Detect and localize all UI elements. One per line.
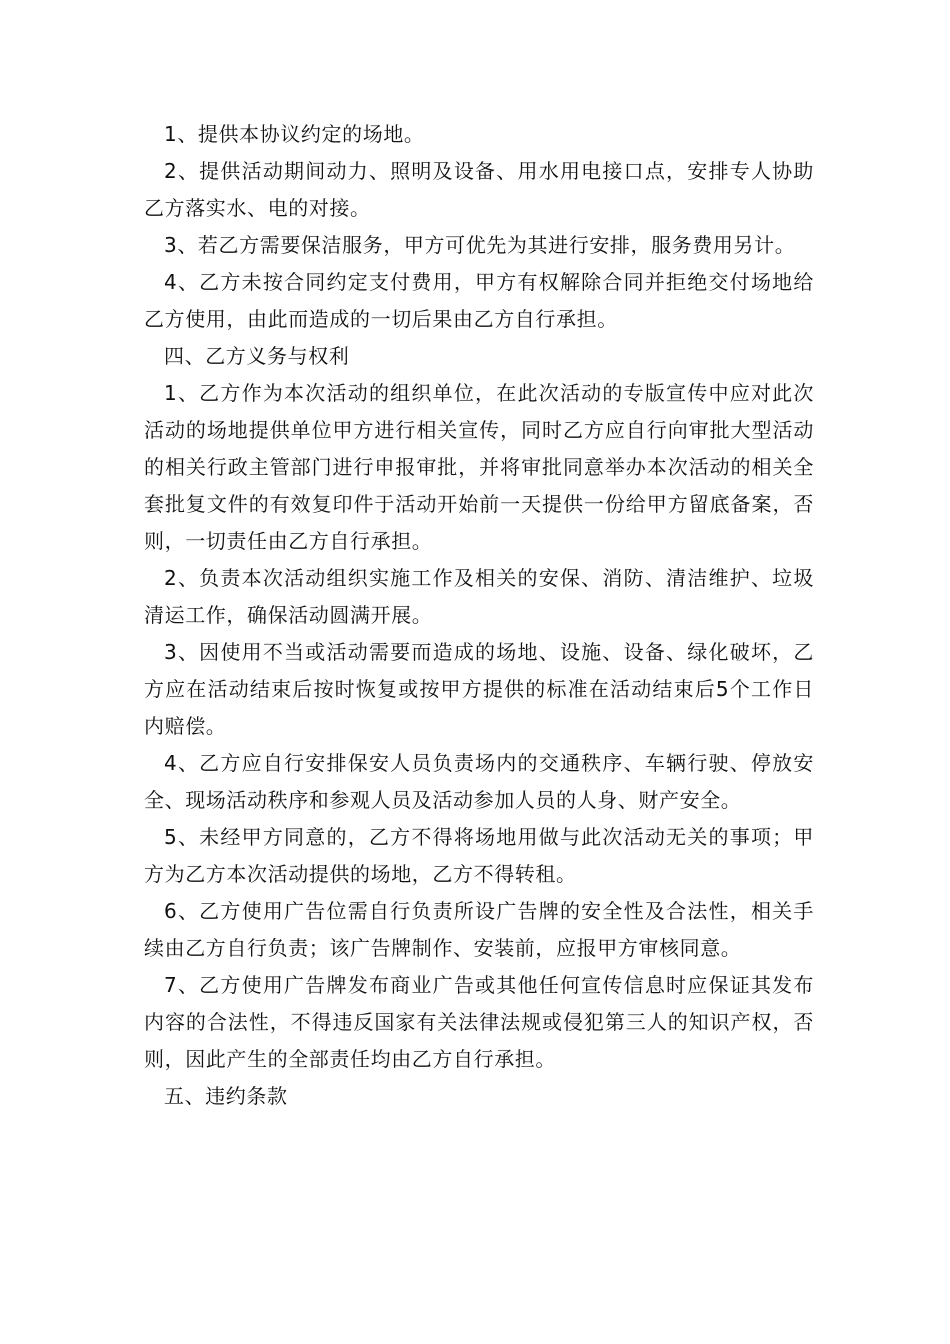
paragraph-b4: 4、乙方应自行安排保安人员负责场内的交通秩序、车辆行驶、停放安全、现场活动秩序和参观人员及活动参加人员的人身、财产安全。 <box>144 751 814 812</box>
section-heading-4: 四、乙方义务与权利 <box>164 344 350 368</box>
paragraph-3: 3、若乙方需要保洁服务，甲方可优先为其进行安排，服务费用另计。 <box>164 233 796 257</box>
paragraph-b1: 1、乙方作为本次活动的组织单位，在此次活动的专版宣传中应对此次活动的场地提供单位甲方进行相关宣传，同时乙方应自行向审批大型活动的相关行政主管部门进行申报审批，并将审批同意举办本次活动的相关全套批复文件的有效复印件于活动开始前一天提供一份给甲方留底备案，否则，一切责任由乙方自行承担。 <box>144 381 814 553</box>
section-heading-5: 五、违约条款 <box>164 1084 288 1108</box>
paragraph-b5: 5、未经甲方同意的，乙方不得将场地用做与此次活动无关的事项；甲方为乙方本次活动提供的场地，乙方不得转租。 <box>144 825 814 886</box>
paragraph-b2: 2、负责本次活动组织实施工作及相关的安保、消防、清洁维护、垃圾清运工作，确保活动圆满开展。 <box>144 566 814 627</box>
paragraph-4: 4、乙方未按合同约定支付费用，甲方有权解除合同并拒绝交付场地给乙方使用，由此而造成的一切后果由乙方自行承担。 <box>144 270 814 331</box>
paragraph-1: 1、提供本协议约定的场地。 <box>164 122 425 146</box>
paragraph-b6: 6、乙方使用广告位需自行负责所设广告牌的安全性及合法性，相关手续由乙方自行负责；该广告牌制作、安装前，应报甲方审核同意。 <box>144 899 814 960</box>
document-body <box>144 116 814 1115</box>
paragraph-b7: 7、乙方使用广告牌发布商业广告或其他任何宣传信息时应保证其发布内容的合法性，不得违反国家有关法律法规或侵犯第三人的知识产权，否则，因此产生的全部责任均由乙方自行承担。 <box>144 973 814 1071</box>
paragraph-2: 2、提供活动期间动力、照明及设备、用水用电接口点，安排专人协助乙方落实水、电的对接。 <box>144 159 814 220</box>
paragraph-b3: 3、因使用不当或活动需要而造成的场地、设施、设备、绿化破坏，乙方应在活动结束后按时恢复或按甲方提供的标准在活动结束后5个工作日内赔偿。 <box>144 640 814 738</box>
